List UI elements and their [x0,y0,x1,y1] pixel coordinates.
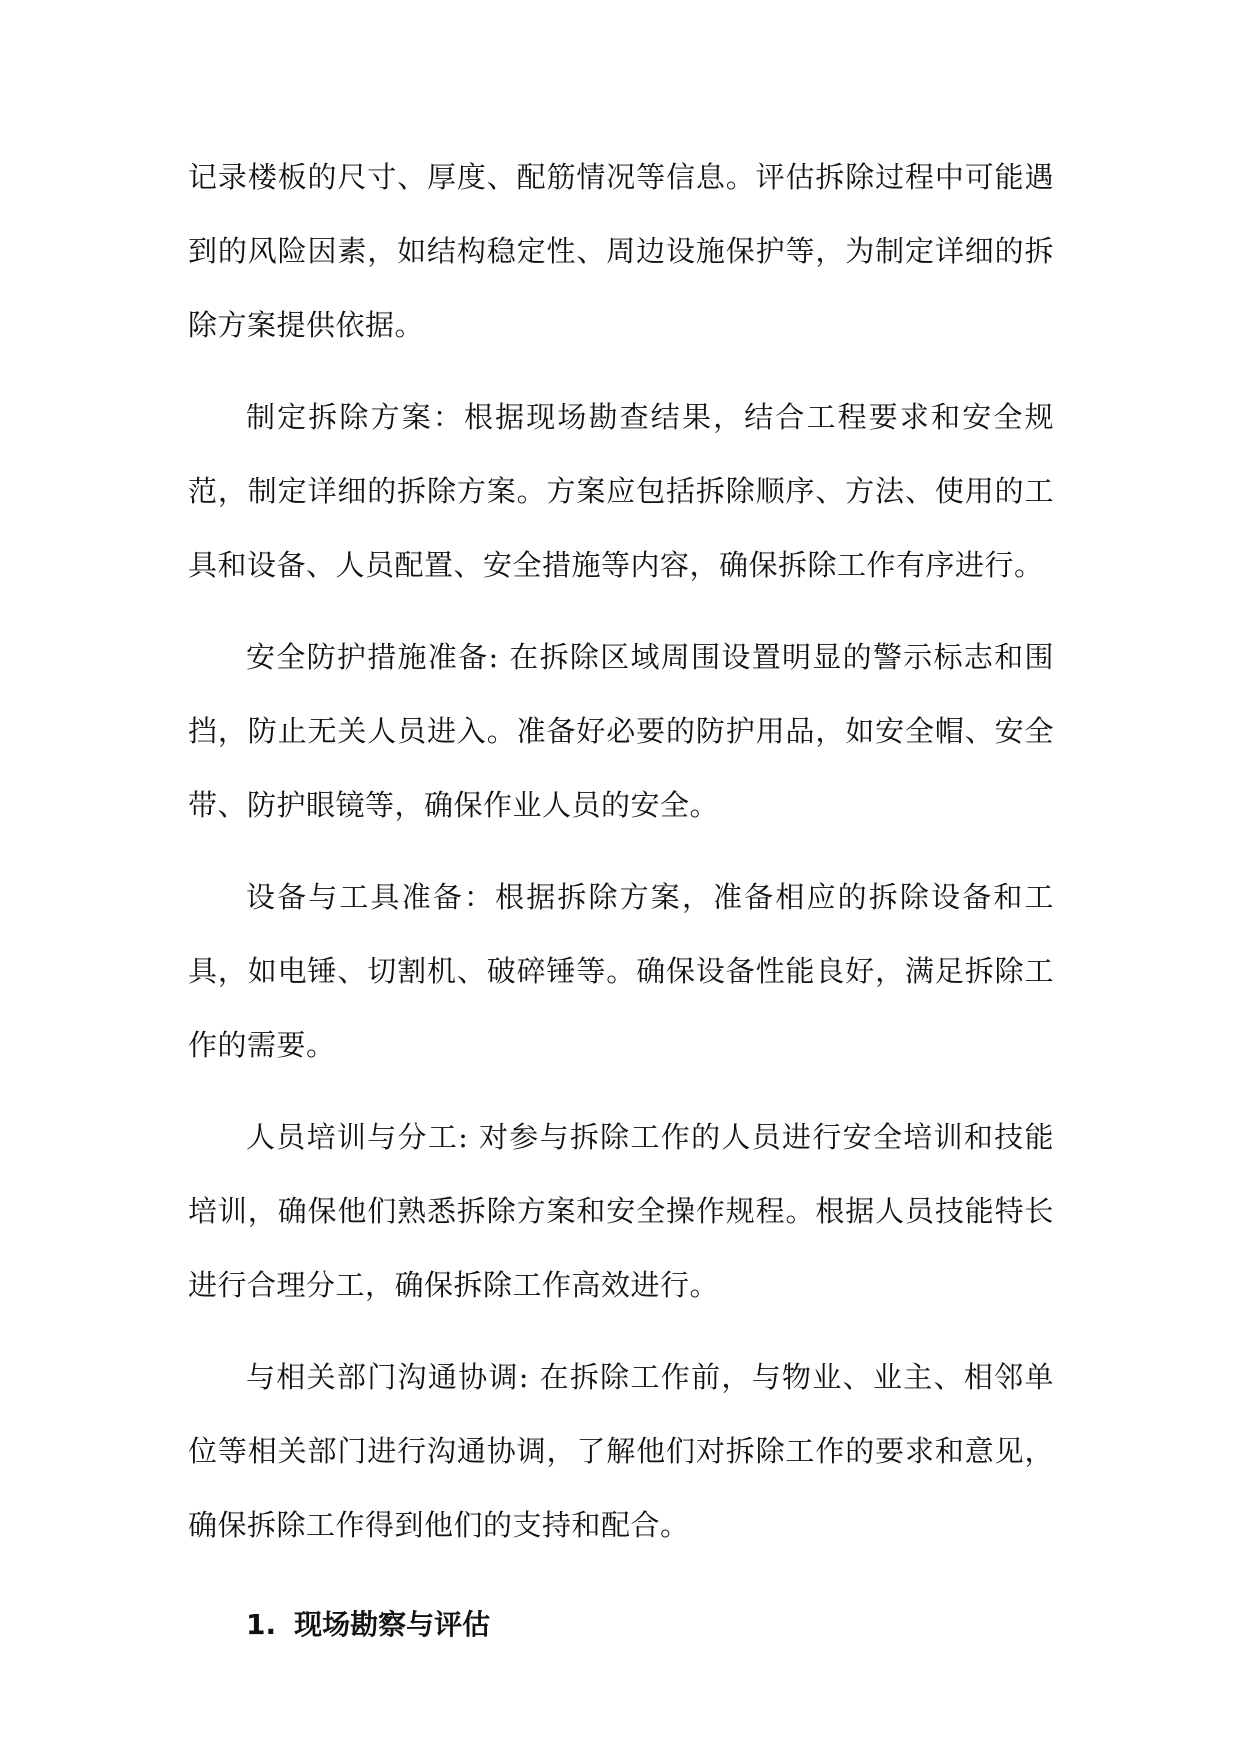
paragraph-safety-measures: 安全防护措施准备: 在拆除区域周围设置明显的警示标志和围挡，防止无关人员进入。准备好必要的防护用品，如安全帽、安全带、防护眼镜等，确保作业人员的安全。 [188,640,1054,822]
paragraph-demolition-plan: 制定拆除方案：根据现场勘查结果，结合工程要求和安全规范，制定详细的拆除方案。方案应包括拆除顺序、方法、使用的工具和设备、人员配置、安全措施等内容，确保拆除工作有序进行。 [188,400,1054,582]
paragraph-coordination: 与相关部门沟通协调: 在拆除工作前，与物业、业主、相邻单位等相关部门进行沟通协调，了解他们对拆除工作的要求和意见，确保拆除工作得到他们的支持和配合。 [188,1360,1054,1542]
section-heading [188,1588,1054,1662]
document-body [188,140,1054,1662]
section-heading-text: 现场勘察与评估 [294,1608,491,1641]
section-heading-number: 1. [246,1608,277,1641]
paragraph-equipment-tools: 设备与工具准备：根据拆除方案，准备相应的拆除设备和工具，如电锤、切割机、破碎锤等。确保设备性能良好，满足拆除工作的需要。 [188,880,1054,1062]
paragraph-continuation: 记录楼板的尺寸、厚度、配筋情况等信息。评估拆除过程中可能遇到的风险因素，如结构稳定性、周边设施保护等，为制定详细的拆除方案提供依据。 [188,160,1054,342]
paragraph-staff-training: 人员培训与分工: 对参与拆除工作的人员进行安全培训和技能培训，确保他们熟悉拆除方案和安全操作规程。根据人员技能特长进行合理分工，确保拆除工作高效进行。 [188,1120,1054,1302]
